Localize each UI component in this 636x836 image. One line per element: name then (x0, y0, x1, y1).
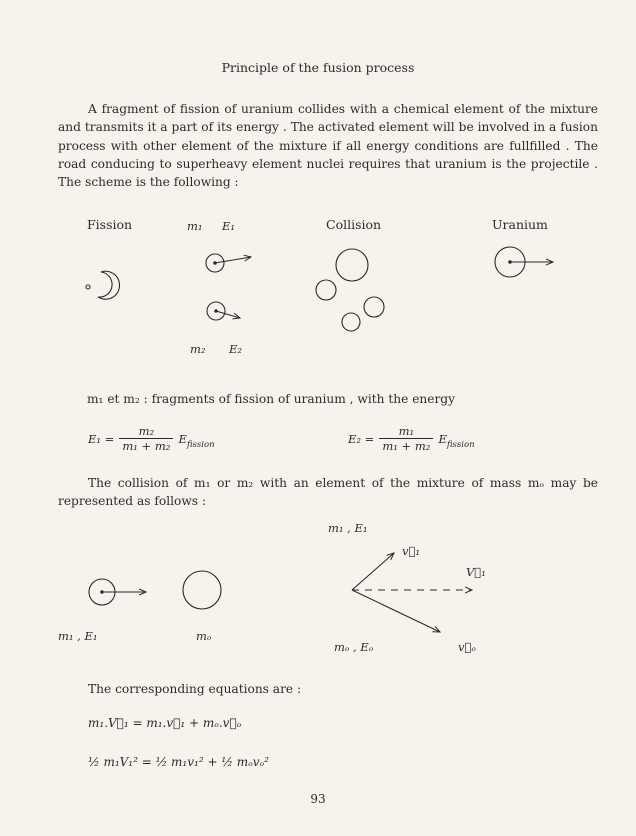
fission-circle (98, 271, 120, 299)
equations-intro: The corresponding equations are : (88, 682, 302, 696)
intro-text: A fragment of fission of uranium collides with a chemical element of the mixture and transmits it a part of its energy . The activated element will be involved in a fusion process with other element of the mixture if all energy conditions are fullfilled . The road conducing to superheavy element nuclei requires that uranium is the projectile . The scheme is the following : (58, 102, 598, 190)
fission-dot (86, 285, 90, 289)
equation-e2: E₂ = $\frac{\text{m₁}}{\text{m₁ + m₂}}$ $E_{fission}$ (348, 424, 475, 453)
m1-label: m₁ (187, 219, 203, 233)
collision-circle-left (316, 280, 336, 300)
collision-circle-bottom (342, 313, 360, 331)
mo-eo-label: mₒ , Eₒ (334, 640, 374, 654)
fragment-m2-arrow (216, 311, 240, 318)
v1-vector (352, 553, 394, 590)
fission-label: Fission (87, 217, 133, 232)
target-circle (183, 571, 221, 609)
m1-e1-top-label: m₁ , E₁ (328, 521, 368, 535)
fragment-m1-arrow (215, 257, 251, 263)
m1-e1-left-label: m₁ , E₁ (58, 629, 98, 643)
fragments-line: m₁ et m₂ : fragments of fission of uranium , with the energy (87, 392, 455, 406)
m2-label: m₂ (190, 342, 206, 356)
collision-paragraph: The collision of m₁ or m₂ with an element of the mixture of mass mₒ may be represented as follows : (58, 476, 598, 509)
equation-e1: E₁ = $\frac{\text{m₂}}{\text{m₁ + m₂}}$ $E_{fission}$ (88, 424, 215, 453)
page-title: Principle of the fusion process (221, 60, 415, 75)
collision-circle-large (336, 249, 368, 281)
v1-label: v⃗₁ (402, 544, 421, 558)
mo-label: mₒ (196, 629, 212, 643)
e2-label: E₂ (229, 342, 243, 356)
V1-label: V⃗₁ (466, 565, 486, 579)
uranium-label: Uranium (492, 217, 548, 232)
e1-label: E₁ (222, 219, 236, 233)
energy-equation: ½ m₁V₁² = ½ m₁v₁² + ½ mₒvₒ² (88, 755, 269, 769)
momentum-equation: m₁.V⃗₁ = m₁.v⃗₁ + mₒ.v⃗ₒ (88, 716, 242, 730)
collision-label: Collision (326, 217, 382, 232)
vo-vector (352, 590, 440, 632)
vo-label: v⃗ₒ (458, 640, 476, 654)
collision-circle-right (364, 297, 384, 317)
page-number: 93 (310, 792, 326, 806)
